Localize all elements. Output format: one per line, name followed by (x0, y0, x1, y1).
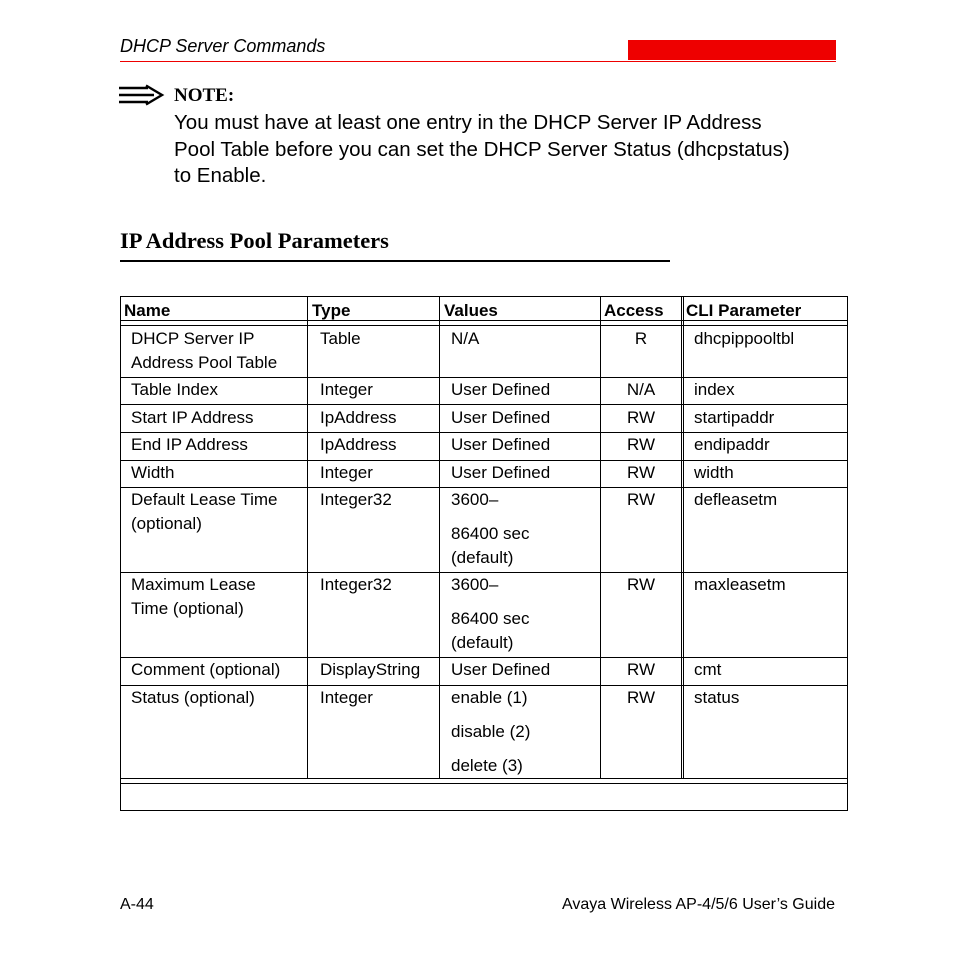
cell-values: User Defined (451, 435, 551, 454)
cell-cli: status (694, 688, 740, 707)
cell-name: Width (131, 463, 175, 482)
cell-name: End IP Address (131, 435, 248, 454)
cell-cli: startipaddr (694, 408, 775, 427)
page-number: A-44 (120, 896, 154, 913)
cell-values: User Defined (451, 380, 551, 399)
cell-type: IpAddress (320, 435, 397, 454)
cell-cli: endipaddr (694, 435, 770, 454)
cell-cli: defleasetm (694, 490, 778, 509)
note-line: Pool Table before you can set the DHCP Server Status (dhcpstatus) (174, 137, 790, 161)
note-arrow-icon (118, 84, 166, 106)
parameters-table (120, 296, 848, 811)
column-divider (683, 296, 684, 778)
cell-access: RW (626, 435, 655, 454)
cell-cli: index (694, 380, 735, 399)
cell-access: RW (626, 575, 655, 594)
column-divider (681, 296, 682, 778)
cell-type: Integer (320, 688, 373, 707)
note-line: You must have at least one entry in the DHCP Server IP Address (174, 111, 762, 134)
cell-values: enable (1) disable (2) delete (3) (451, 688, 531, 775)
column-header-cli: CLI Parameter (686, 301, 802, 320)
cell-name: Table Index (131, 380, 218, 399)
column-header-type: Type (312, 301, 351, 320)
cell-type: Integer (320, 463, 373, 482)
cell-access: RW (626, 408, 655, 427)
cell-name: Start IP Address (131, 408, 254, 427)
cell-cli: cmt (694, 660, 722, 679)
section-title: IP Address Pool Parameters (120, 228, 389, 253)
cell-type: Integer32 (320, 490, 392, 509)
table-bottom-rule-2 (120, 783, 848, 784)
cell-cli: dhcpippooltbl (694, 329, 795, 348)
cell-values: User Defined (451, 408, 551, 427)
cell-type: IpAddress (320, 408, 397, 427)
header-rule-2 (120, 325, 848, 326)
column-header-values: Values (444, 301, 498, 320)
note-label: NOTE: (174, 85, 235, 106)
column-header-name: Name (124, 301, 171, 320)
cell-access: RW (626, 660, 655, 679)
cell-values: 3600– 86400 sec (default) (451, 490, 530, 567)
cell-type: DisplayString (320, 660, 421, 679)
cell-name: Default Lease Time (optional) (131, 490, 278, 533)
section-rule (120, 260, 670, 262)
cell-values: User Defined (451, 660, 551, 679)
table-bottom-rule-1 (120, 778, 848, 779)
cell-values: 3600– 86400 sec (default) (451, 575, 530, 652)
cell-access: N/A (626, 380, 656, 399)
cell-name: DHCP Server IP Address Pool Table (131, 329, 278, 372)
cell-access: RW (626, 688, 655, 707)
note-text (174, 110, 854, 190)
column-divider (439, 296, 440, 778)
cell-access: RW (626, 463, 655, 482)
cell-name: Comment (optional) (131, 660, 281, 679)
note-line: to Enable. (174, 164, 267, 187)
book-title: Avaya Wireless AP-4/5/6 User’s Guide (561, 896, 835, 913)
column-header-access: Access (604, 301, 664, 320)
cell-type: Integer32 (320, 575, 392, 594)
cell-access: RW (626, 490, 655, 509)
running-head: DHCP Server Commands (120, 36, 326, 56)
cell-access: R (634, 329, 648, 348)
column-divider (307, 296, 308, 778)
cell-cli: maxleasetm (694, 575, 786, 594)
cell-name: Maximum Lease Time (optional) (131, 575, 256, 618)
header-accent-bar (628, 40, 836, 60)
cell-values: N/A (451, 329, 480, 348)
cell-values: User Defined (451, 463, 551, 482)
cell-type: Table (320, 329, 361, 348)
cell-name: Status (optional) (131, 688, 255, 707)
header-rule (120, 61, 836, 62)
cell-cli: width (694, 463, 734, 482)
cell-type: Integer (320, 380, 373, 399)
row-divider (120, 404, 848, 405)
